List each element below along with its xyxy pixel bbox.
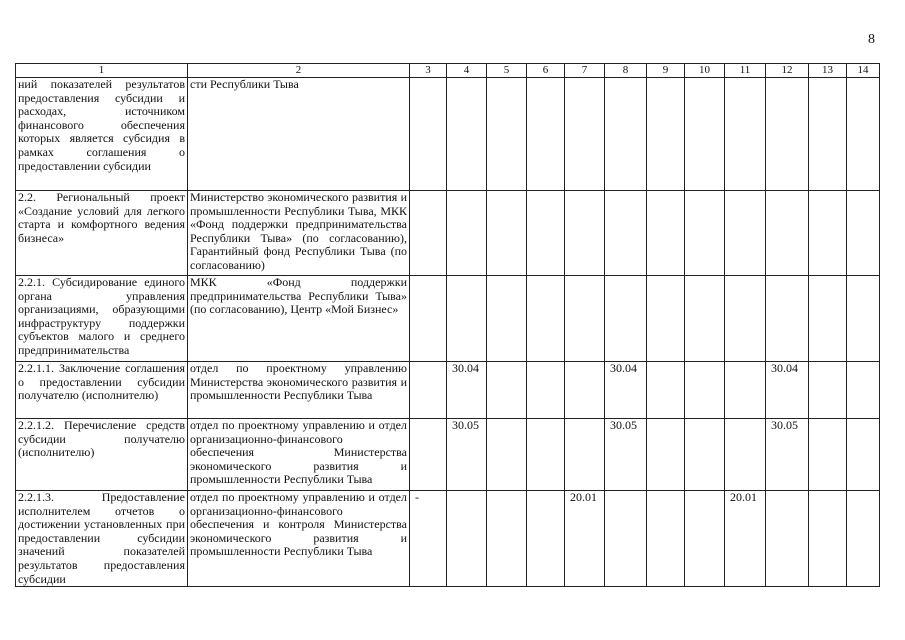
table-cell (809, 491, 847, 587)
table-cell (725, 362, 766, 419)
table-row (16, 191, 880, 276)
header-row (16, 64, 880, 78)
table-cell (725, 276, 766, 362)
table-cell (847, 276, 880, 362)
table-cell (809, 191, 847, 276)
table-cell (527, 491, 565, 587)
table-row (16, 362, 880, 419)
table-cell (647, 362, 685, 419)
table-cell (565, 276, 605, 362)
table-cell (487, 362, 527, 419)
table-cell (766, 276, 809, 362)
table-cell (847, 191, 880, 276)
column-header: 3 (410, 64, 447, 78)
table-cell (685, 419, 725, 491)
table-cell (410, 362, 447, 419)
table-cell (685, 362, 725, 419)
date-cell: 20.01 (565, 491, 605, 587)
table-cell (809, 362, 847, 419)
table-cell (410, 276, 447, 362)
table-cell (725, 419, 766, 491)
table-cell (527, 78, 565, 191)
table-row (16, 491, 880, 587)
table-cell: - (410, 491, 447, 587)
date-cell: 20.01 (725, 491, 766, 587)
responsible-executor: отдел по проектному управлению и отдел организационно-финансового обеспечения Министерства экономического развития и промышленности Республики Тыва (188, 419, 410, 491)
date-cell: 30.04 (605, 362, 647, 419)
table-cell (410, 78, 447, 191)
responsible-executor: отдел по проектному управлению Министерства экономического развития и промышленности Республики Тыва (188, 362, 410, 419)
table-cell (685, 491, 725, 587)
table-cell (447, 491, 487, 587)
responsible-executor: МКК «Фонд поддержки предпринимательства Республики Тыва» (по согласованию), Центр «Мой Бизнес» (188, 276, 410, 362)
column-header: 13 (809, 64, 847, 78)
table-cell (725, 191, 766, 276)
table-cell (685, 276, 725, 362)
table-cell (527, 276, 565, 362)
table-cell (487, 491, 527, 587)
table-cell (809, 419, 847, 491)
table-cell (766, 78, 809, 191)
table-cell (847, 419, 880, 491)
activity-name: 2.2.1.3. Предоставление исполнителем отчетов о достижении установленных при предоставлении субсидии значений показателей результатов предоставления субсидии (16, 491, 188, 587)
table-cell (647, 191, 685, 276)
column-header: 14 (847, 64, 880, 78)
table-row (16, 276, 880, 362)
table-cell (605, 491, 647, 587)
table-cell (527, 191, 565, 276)
table-cell (487, 191, 527, 276)
table-cell (487, 276, 527, 362)
activity-name: 2.2.1. Субсидирование единого органа управления организациями, образующими инфраструктуру поддержки субъектов малого и среднего предпринимательства (16, 276, 188, 362)
column-header: 11 (725, 64, 766, 78)
table-cell (605, 276, 647, 362)
date-cell: 30.05 (766, 419, 809, 491)
table-cell (605, 191, 647, 276)
column-header: 8 (605, 64, 647, 78)
responsible-executor: Министерство экономического развития и промышленности Республики Тыва, МКК «Фонд поддержки предпринимательства Республики Тыва» (по согласованию), Гарантийный фонд Республики Тыва (по согласованию) (188, 191, 410, 276)
column-header: 5 (487, 64, 527, 78)
table-row (16, 419, 880, 491)
table-cell (447, 78, 487, 191)
table-cell (605, 78, 647, 191)
date-cell: 30.04 (766, 362, 809, 419)
column-header: 6 (527, 64, 565, 78)
schedule-table (15, 63, 880, 587)
column-header: 9 (647, 64, 685, 78)
table-cell (647, 419, 685, 491)
table-cell (647, 276, 685, 362)
activity-name: 2.2.1.1. Заключение соглашения о предоставлении субсидии получателю (исполнителю) (16, 362, 188, 419)
table-cell (487, 419, 527, 491)
column-header: 1 (16, 64, 188, 78)
responsible-executor: сти Республики Тыва (188, 78, 410, 191)
table-cell (766, 491, 809, 587)
table-cell (809, 78, 847, 191)
table-cell (647, 491, 685, 587)
table-cell (809, 276, 847, 362)
responsible-executor: отдел по проектному управлению и отдел организационно-финансового обеспечения и контроля Министерства экономического развития и промышленности Республики Тыва (188, 491, 410, 587)
date-cell: 30.04 (447, 362, 487, 419)
table-cell (847, 362, 880, 419)
column-header: 12 (766, 64, 809, 78)
table-cell (527, 419, 565, 491)
activity-name: 2.2. Региональный проект «Создание условий для легкого старта и комфортного ведения бизнеса» (16, 191, 188, 276)
table-cell (565, 78, 605, 191)
table-cell (447, 191, 487, 276)
table-cell (647, 78, 685, 191)
table-row (16, 78, 880, 191)
column-header: 10 (685, 64, 725, 78)
table-cell (527, 362, 565, 419)
activity-name: ний показателей результатов предоставления субсидии и расходах, источником финансового обеспечения которых является субсидия в рамках соглашения о предоставлении субсидии (16, 78, 188, 191)
table-cell (685, 78, 725, 191)
activity-name: 2.2.1.2. Перечисление средств субсидии получателю (исполнителю) (16, 419, 188, 491)
table-cell (565, 362, 605, 419)
table-cell (685, 191, 725, 276)
date-cell: 30.05 (447, 419, 487, 491)
date-cell: 30.05 (605, 419, 647, 491)
table-cell (487, 78, 527, 191)
table-cell (410, 419, 447, 491)
page-number: 8 (868, 32, 875, 47)
table-cell (410, 191, 447, 276)
column-header: 4 (447, 64, 487, 78)
column-header: 7 (565, 64, 605, 78)
table-cell (725, 78, 766, 191)
table-cell (847, 491, 880, 587)
table-cell (766, 191, 809, 276)
table-cell (565, 419, 605, 491)
table-cell (565, 191, 605, 276)
table-cell (847, 78, 880, 191)
table-cell (447, 276, 487, 362)
column-header: 2 (188, 64, 410, 78)
